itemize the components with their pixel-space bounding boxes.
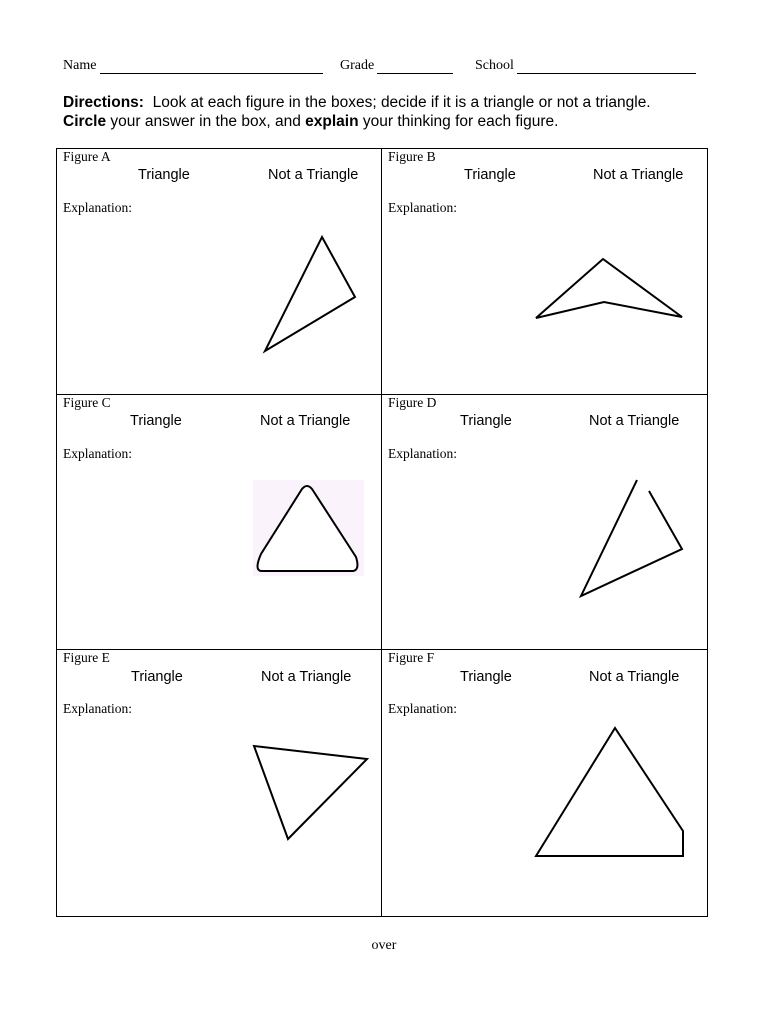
figure-a-cell (56, 148, 381, 394)
figure-c-shape (56, 394, 381, 649)
figure-a-option-not-triangle[interactable]: Not a Triangle (268, 167, 359, 183)
figure-d-option-not-triangle[interactable]: Not a Triangle (589, 413, 680, 429)
figure-d-shape (381, 394, 708, 649)
figure-f-option-not-triangle[interactable]: Not a Triangle (589, 669, 680, 685)
figure-f-shape (381, 649, 708, 917)
directions-line-2 (63, 112, 723, 131)
footer-over: over (371, 938, 397, 953)
figure-c-option-triangle[interactable]: Triangle (130, 413, 182, 429)
figure-b-label: Figure B (388, 149, 436, 164)
figure-b-explanation-label: Explanation: (388, 200, 457, 215)
directions-line-1 (63, 93, 723, 112)
figure-d-label: Figure D (388, 395, 437, 410)
figure-d-option-triangle[interactable]: Triangle (460, 413, 512, 429)
figure-e-explanation-label: Explanation: (63, 701, 132, 716)
name-field[interactable] (100, 73, 323, 74)
figure-e-option-not-triangle[interactable]: Not a Triangle (261, 669, 352, 685)
directions-text-3: your thinking for each figure. (362, 113, 559, 130)
figure-b-cell (381, 148, 708, 394)
figure-c-explanation-label: Explanation: (63, 446, 132, 461)
figure-d-cell (381, 394, 708, 649)
grade-label: Grade (340, 58, 375, 73)
figure-c-label: Figure C (63, 395, 111, 410)
directions-circle-word: Circle (63, 113, 107, 130)
figure-a-option-triangle[interactable]: Triangle (138, 167, 190, 183)
figure-f-option-triangle[interactable]: Triangle (460, 669, 512, 685)
directions-explain-word: explain (305, 113, 359, 130)
figure-b-option-not-triangle[interactable]: Not a Triangle (593, 167, 684, 183)
directions (63, 93, 723, 131)
figure-f-explanation-label: Explanation: (388, 701, 457, 716)
figure-f-label: Figure F (388, 650, 435, 665)
school-label: School (475, 58, 514, 73)
figure-e-option-triangle[interactable]: Triangle (131, 669, 183, 685)
figure-a-label: Figure A (63, 149, 111, 164)
directions-lead: Directions: (63, 94, 144, 111)
directions-text-1: Look at each figure in the boxes; decide if it is a triangle or not a triangle. (152, 94, 651, 111)
figure-b-option-triangle[interactable]: Triangle (464, 167, 516, 183)
directions-text-2: your answer in the box, and (110, 113, 301, 130)
figure-e-label: Figure E (63, 650, 110, 665)
school-field[interactable] (517, 73, 696, 74)
figure-e-cell (56, 649, 381, 917)
figure-a-shape (56, 148, 381, 394)
name-label: Name (63, 58, 97, 73)
figure-e-shape (56, 649, 381, 917)
grade-field[interactable] (377, 73, 453, 74)
figure-c-cell (56, 394, 381, 649)
figure-b-shape (381, 148, 708, 394)
figure-f-cell (381, 649, 708, 917)
figure-a-explanation-label: Explanation: (63, 200, 132, 215)
figure-c-option-not-triangle[interactable]: Not a Triangle (260, 413, 351, 429)
figure-d-explanation-label: Explanation: (388, 446, 457, 461)
